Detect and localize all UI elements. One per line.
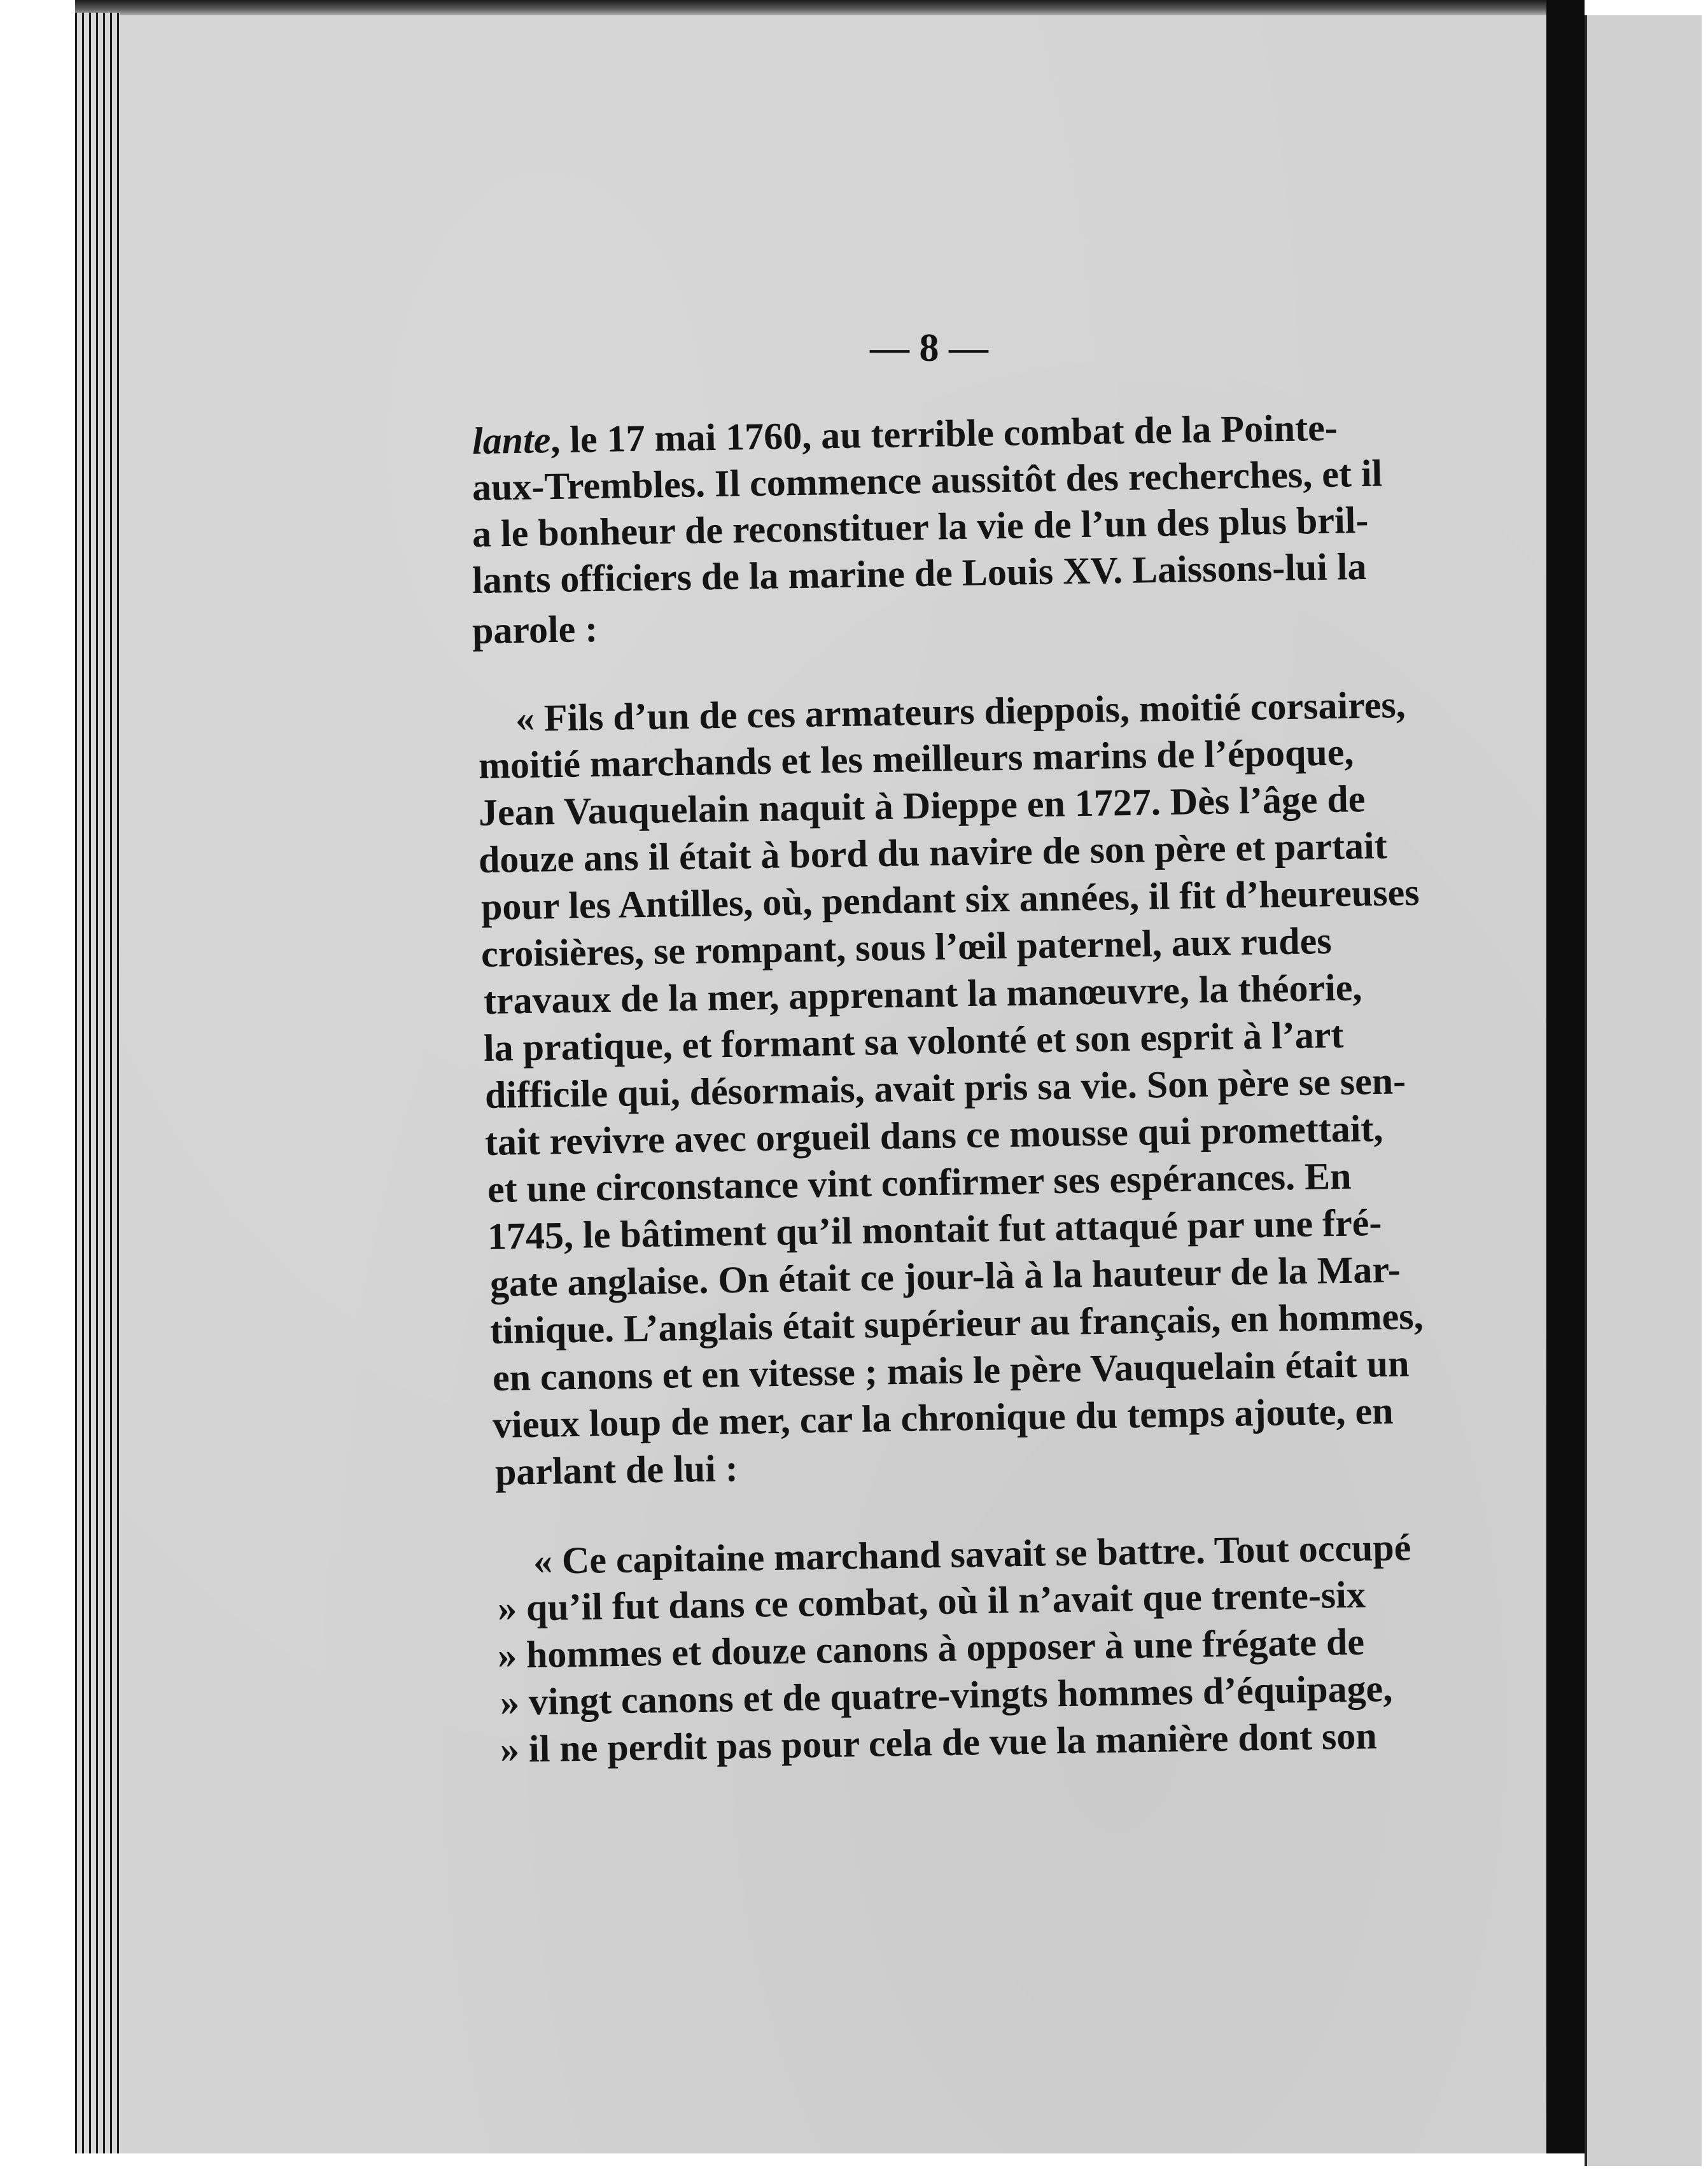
text-line: aux-Trembles. Il commence aussitôt des recherches, et il [472,452,1383,508]
text-line: » vingt canons et de quatre-vingts hommes d’équipage, [500,1667,1393,1723]
text-line: croisières, se rompant, sous l’œil paternel, aux rudes [480,920,1332,975]
text-line: a le bonheur de reconstituer la vie de l’un des plus bril- [472,498,1369,555]
text-line: douze ans il était à bord du navire de son père et partait [478,824,1388,881]
text-line: tinique. L’anglais était supérieur au français, en hommes, [489,1294,1424,1352]
text-line: « Ce capitaine marchand savait se battre. Tout occupé [533,1526,1411,1582]
text-line: » il ne perdit pas pour cela de vue la manière dont son [500,1714,1378,1770]
text-line: parlant de lui : [494,1447,739,1493]
line-rest: , le 17 mai 1760, au terrible combat de la Pointe- [550,406,1338,461]
text-line: gate anglaise. On était ce jour-là à la hauteur de la Mar- [489,1248,1401,1305]
adjacent-page-edge [1585,15,1702,2166]
text-line: vieux loup de mer, car la chronique du temps ajoute, en [492,1389,1394,1446]
text-line: « Fils d’un de ces armateurs dieppois, moitié corsaires, [515,683,1406,739]
text-line: pour les Antilles, où, pendant six années, il fit d’heureuses [480,871,1420,928]
stacked-page-edges [75,13,120,2160]
text-line: la pratique, et formant sa volonté et son esprit à l’art [483,1013,1344,1069]
text-line: moitié marchands et les meilleurs marins de l’époque, [478,731,1354,787]
page-number: — 8 — [870,326,988,370]
scan-bottom-margin [75,2153,1585,2184]
italic-word: lante [472,419,551,462]
text-line: travaux de la mer, apprenant la manœuvre, la théorie, [483,966,1362,1022]
text-line: » hommes et douze canons à opposer à une frégate de [497,1620,1365,1676]
scan-margin-left [0,0,75,2184]
text-line: en canons et en vitesse ; mais le père Vauquelain était un [492,1342,1410,1399]
text-line: 1745, le bâtiment qu’il montait fut attaqué par une fré- [487,1201,1382,1257]
text-line: et une circonstance vint confirmer ses espérances. En [487,1154,1352,1210]
text-line: lants officiers de la marine de Louis XV. Laissons-lui la [472,545,1368,601]
text-line: tait revivre avec orgueil dans ce mousse qui promettait, [484,1107,1383,1163]
text-line: Jean Vauquelain naquit à Dieppe en 1727. Dès l’âge de [478,778,1366,834]
book-gutter [1546,0,1585,2184]
text-line: » qu’il fut dans ce combat, où il n’avait que trente-six [497,1573,1366,1629]
text-line: difficile qui, désormais, avait pris sa vie. Son père se sen- [484,1060,1406,1116]
text-line: parole : [472,607,598,652]
